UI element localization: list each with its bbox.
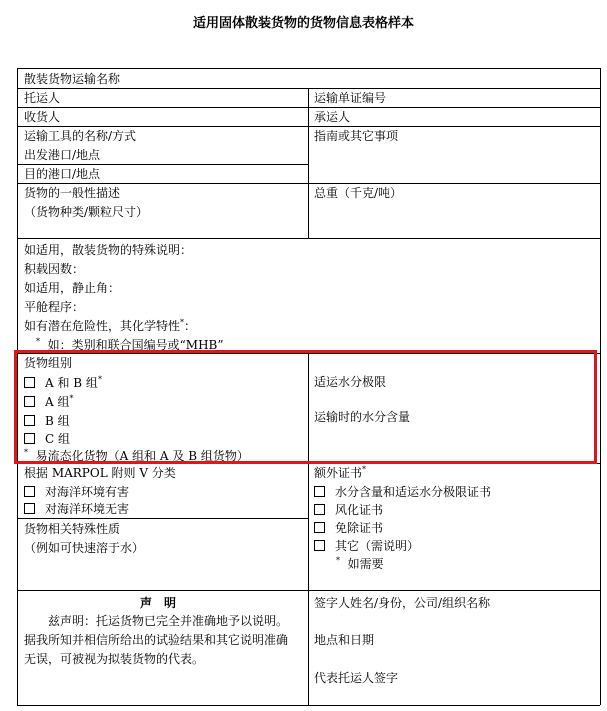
footnote-star: * — [69, 394, 74, 403]
checkbox[interactable] — [24, 503, 35, 514]
option-label: 免除证书 — [335, 521, 384, 535]
row-divider — [17, 518, 308, 519]
gross-weight-label: 总重（千克/吨） — [314, 186, 403, 200]
special-properties-sub: （例如可快速溶于水） — [24, 541, 145, 555]
declaration-line-1: 兹声明：托运货物已完全并准确地予以说明。 — [48, 614, 289, 628]
cert-exemption-option[interactable] — [314, 521, 383, 535]
page-title: 适用固体散装货物的货物信息表格样本 — [192, 16, 414, 31]
chemical-properties-text: 如有潜在危险性，其化学特性 — [24, 319, 181, 333]
stowage-factor-label: 积载因数： — [24, 262, 85, 276]
option-label: 其它（需说明） — [335, 539, 420, 553]
general-desc-sub: （货物种类/颗粒尺寸） — [24, 205, 149, 219]
highlight-box — [14, 350, 597, 464]
checkbox[interactable] — [314, 486, 325, 497]
footnote-star: * — [24, 448, 28, 457]
moisture-content-label: 运输时的水分含量 — [314, 410, 411, 424]
footnote-star: * — [336, 556, 340, 565]
general-desc-label: 货物的一般性描述 — [24, 186, 121, 200]
special-line-1: 如适用，散装货物的特殊说明： — [24, 243, 193, 257]
chemical-properties-label — [24, 319, 196, 333]
table-border-right — [600, 68, 601, 705]
column-divider — [308, 88, 309, 238]
transport-doc-no-label: 运输单证编号 — [314, 91, 387, 105]
shipper-label: 托运人 — [24, 91, 61, 105]
footnote-star: * — [362, 465, 367, 474]
cert-other-option[interactable] — [314, 539, 419, 553]
footnote-text: 如需要 — [347, 557, 384, 571]
shipper-signature-label: 代表托运人签字 — [314, 671, 399, 685]
option-label: 风化证书 — [335, 503, 384, 517]
checkbox[interactable] — [314, 522, 325, 533]
certificates-heading-text: 额外证书 — [314, 466, 363, 480]
option-label: 对海洋环境有害 — [45, 485, 130, 499]
certificates-footnote — [336, 557, 384, 571]
footnote-star: * — [180, 318, 185, 327]
checkbox[interactable] — [314, 504, 325, 515]
trimming-procedure-label: 平舱程序： — [24, 300, 85, 314]
tml-label: 适运水分极限 — [314, 375, 387, 389]
table-border-top — [17, 68, 600, 69]
footnote-text: 易流态化货物（A 组和 A 及 B 组货物） — [35, 449, 249, 463]
declaration-line-2: 据我所知并相信所给出的试验结果和其它说明准确 — [24, 633, 289, 647]
option-label: 对海洋环境无害 — [45, 502, 130, 516]
vessel-label: 运输工具的名称/方式 — [24, 129, 137, 143]
checkbox[interactable] — [24, 486, 35, 497]
row-divider — [17, 164, 308, 165]
row-divider — [17, 238, 600, 239]
chemical-example-text: 如：类别和联合国编号或“MHB” — [47, 338, 224, 352]
footnote-star: * — [36, 337, 40, 346]
cargo-group-heading: 货物组别 — [24, 356, 73, 370]
angle-of-repose-label: 如适用，静止角： — [24, 281, 121, 295]
option-label: A 和 B 组 — [45, 376, 98, 390]
cert-moisture-option[interactable] — [314, 485, 491, 499]
signatory-name-label: 签字人姓名/身份，公司/组织名称 — [314, 596, 491, 610]
option-label: 水分含量和适运水分极限证书 — [335, 485, 492, 499]
shipping-name-label: 散装货物运输名称 — [24, 72, 121, 86]
declaration-heading: 声 明 — [140, 596, 177, 610]
cert-weathering-option[interactable] — [314, 503, 383, 517]
port-departure-label: 出发港口/地点 — [24, 148, 101, 162]
special-properties-heading: 货物相关特殊性质 — [24, 522, 121, 536]
marpol-heading: 根据 MARPOL 附则 V 分类 — [24, 466, 176, 480]
consignee-label: 收货人 — [24, 110, 61, 124]
place-date-label: 地点和日期 — [314, 633, 375, 647]
chemical-properties-tail: ： — [184, 319, 197, 333]
carrier-label: 承运人 — [314, 110, 351, 124]
option-label: A 组 — [45, 395, 70, 409]
option-label: C 组 — [45, 432, 70, 446]
port-destination-label: 目的港口/地点 — [24, 167, 101, 181]
footnote-star: * — [97, 375, 102, 384]
declaration-line-3: 无误，可被视为拟装货物的代表。 — [24, 652, 205, 666]
instructions-label: 指南或其它事项 — [314, 129, 399, 143]
table-border-bottom — [17, 705, 600, 706]
option-label: B 组 — [45, 414, 70, 428]
marpol-not-harmful-option[interactable] — [24, 502, 129, 516]
checkbox[interactable] — [314, 540, 325, 551]
marpol-harmful-option[interactable] — [24, 485, 129, 499]
certificates-heading — [314, 466, 366, 480]
